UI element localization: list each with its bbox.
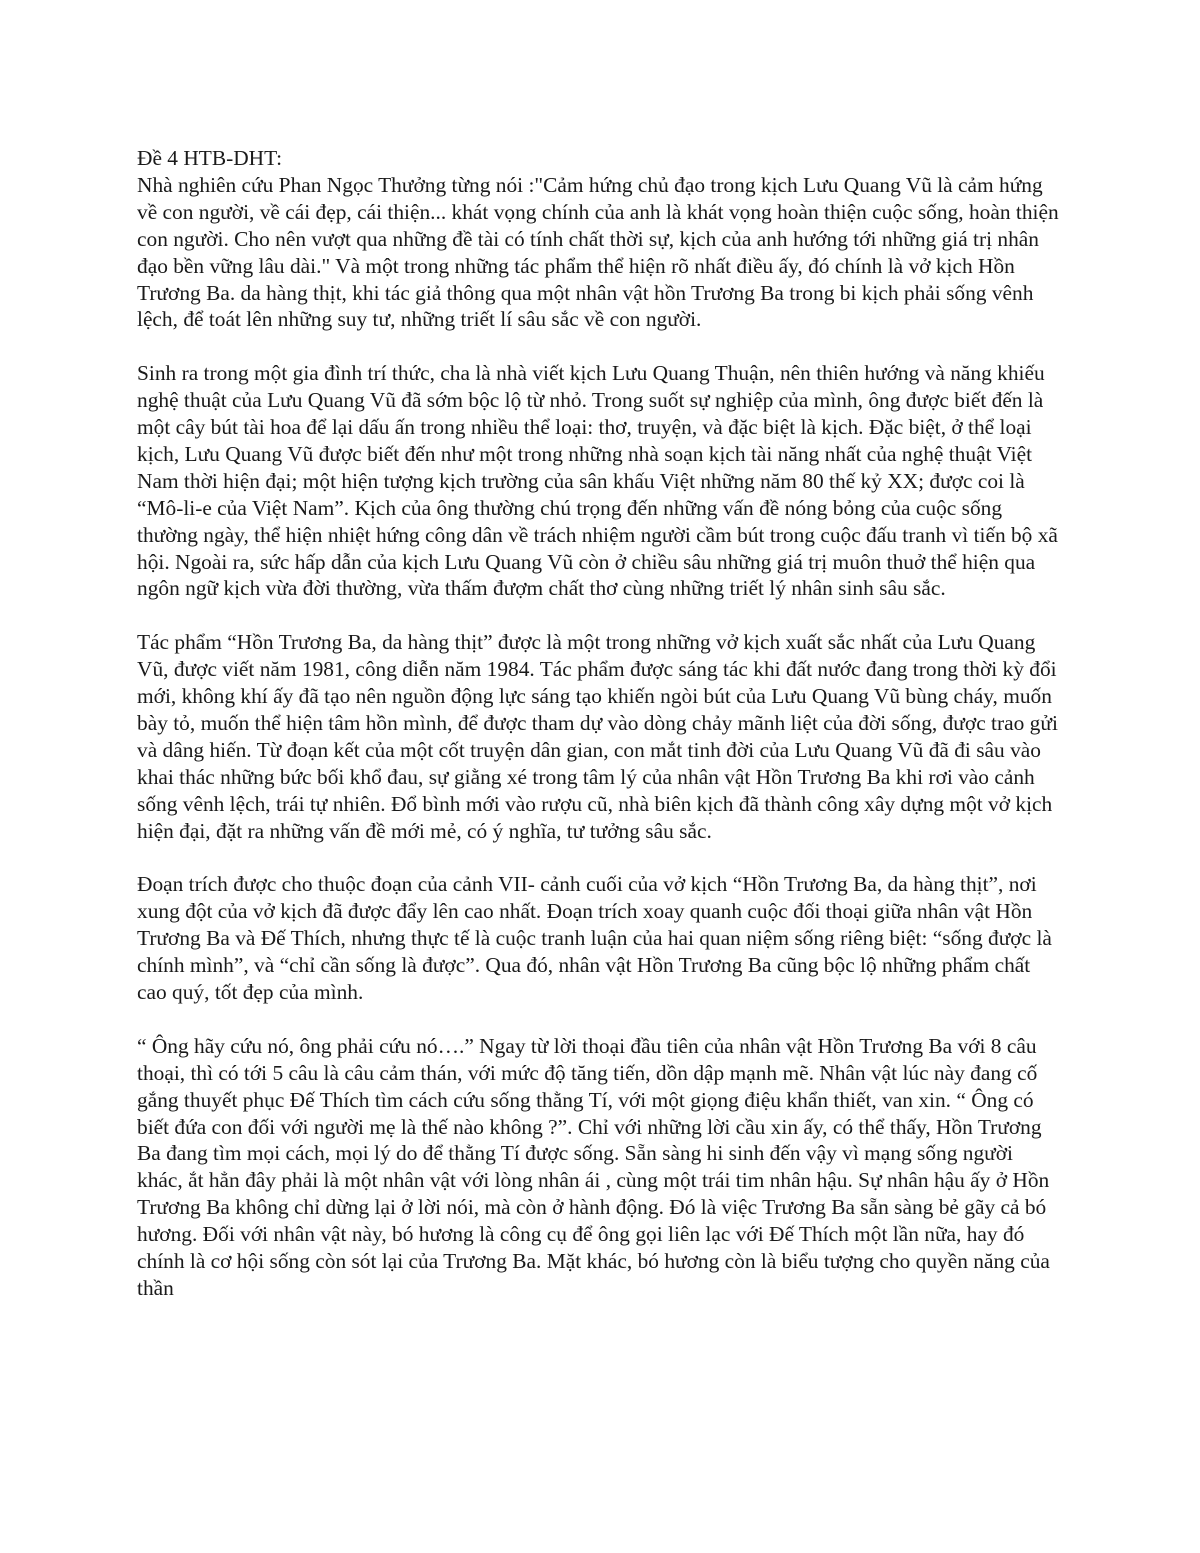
paragraph-intro: Nhà nghiên cứu Phan Ngọc Thưởng từng nói :"Cảm hứng chủ đạo trong kịch Lưu Quang Vũ là cảm hứng về con người, về cái đẹp, cái thiện... khát vọng chính của anh là khát vọng hoàn thiện cuộc sống, hoàn thiện con người. Cho nên vượt qua những đề tài có tính chất thời sự, kịch của anh hướng tới những giá trị nhân đạo bền vững lâu dài." Và một trong những tác phẩm thể hiện rõ nhất điều ấy, đó chính là vở kịch Hồn Trương Ba. da hàng thịt, khi tác giả thông qua một nhân vật hồn Trương Ba trong bi kịch phải sống vênh lệch, để toát lên những suy tư, những triết lí sâu sắc về con người. — [137, 172, 1059, 332]
paragraph-author: Sinh ra trong một gia đình trí thức, cha là nhà viết kịch Lưu Quang Thuận, nên thiên hướng và năng khiếu nghệ thuật của Lưu Quang Vũ đã sớm bộc lộ từ nhỏ. Trong suốt sự nghiệp của mình, ông được biết đến là một cây bút tài hoa để lại dấu ấn trong nhiều thể loại: thơ, truyện, và đặc biệt là kịch. Đặc biệt, ở thể loại kịch, Lưu Quang Vũ được biết đến như một trong những nhà soạn kịch tài năng nhất của nghệ thuật Việt Nam thời hiện đại; một hiện tượng kịch trường của sân khấu Việt những năm 80 thế kỷ XX; được coi là “Mô-li-e của Việt Nam”. Kịch của ông thường chú trọng đến những vấn đề nóng bỏng của cuộc sống thường ngày, thể hiện nhiệt hứng công dân về trách nhiệm người cầm bút trong cuộc đấu tranh vì tiến bộ xã hội. Ngoài ra, sức hấp dẫn của kịch Lưu Quang Vũ còn ở chiều sâu những giá trị muôn thuở thể hiện qua ngôn ngữ kịch vừa đời thường, vừa thấm đượm chất thơ cùng những triết lý nhân sinh sâu sắc. — [137, 361, 1058, 601]
document-title: Đề 4 HTB-DHT: — [137, 146, 283, 170]
paragraph-work: Tác phẩm “Hồn Trương Ba, da hàng thịt” được là một trong những vở kịch xuất sắc nhất của Lưu Quang Vũ, được viết năm 1981, công diễn năm 1984. Tác phẩm được sáng tác khi đất nước đang trong thời kỳ đổi mới, không khí ấy đã tạo nên nguồn động lực sáng tạo khiến ngòi bút của Lưu Quang Vũ bùng cháy, muốn bày tỏ, muốn thể hiện tâm hồn mình, để được tham dự vào dòng chảy mãnh liệt của đời sống, được trao gửi và dâng hiến. Từ đoạn kết của một cốt truyện dân gian, con mắt tinh đời của Lưu Quang Vũ đã đi sâu vào khai thác những bức bối khổ đau, sự giằng xé trong tâm lý của nhân vật Hồn Trương Ba khi rơi vào cảnh sống vênh lệch, trái tự nhiên. Đổ bình mới vào rượu cũ, nhà biên kịch đã thành công xây dựng một vở kịch hiện đại, đặt ra những vấn đề mới mẻ, có ý nghĩa, tư tưởng sâu sắc. — [137, 630, 1058, 843]
paragraph-analysis: “ Ông hãy cứu nó, ông phải cứu nó….” Ngay từ lời thoại đầu tiên của nhân vật Hồn Trương Ba với 8 câu thoại, thì có tới 5 câu là câu cảm thán, với mức độ tăng tiến, dồn dập mạnh mẽ. Nhân vật lúc này đang cố gắng thuyết phục Đế Thích tìm cách cứu sống thằng Tí, với một giọng điệu khẩn thiết, van xin. “ Ông có biết đứa con đối với người mẹ là thế nào không ?”. Chỉ với những lời cầu xin ấy, có thể thấy, Hồn Trương Ba đang tìm mọi cách, mọi lý do để thằng Tí được sống. Sẵn sàng hi sinh đến vậy vì mạng sống người khác, ắt hẳn đây phải là một nhân vật với lòng nhân ái , cùng một trái tim nhân hậu. Sự nhân hậu ấy ở Hồn Trương Ba không chỉ dừng lại ở lời nói, mà còn ở hành động. Đó là việc Trương Ba sẵn sàng bẻ gãy cả bó hương. Đối với nhân vật này, bó hương là công cụ để ông gọi liên lạc với Đế Thích một lần nữa, hay đó chính là cơ hội sống còn sót lại của Trương Ba. Mặt khác, bó hương còn là biểu tượng cho quyền năng của thần — [137, 1033, 1050, 1300]
paragraph-excerpt: Đoạn trích được cho thuộc đoạn của cảnh VII- cảnh cuối của vở kịch “Hồn Trương Ba, da hàng thịt”, nơi xung đột của vở kịch đã được đẩy lên cao nhất. Đoạn trích xoay quanh cuộc đối thoại giữa nhân vật Hồn Trương Ba và Đế Thích, nhưng thực tế là cuộc tranh luận của hai quan niệm sống riêng biệt: “sống được là chính mình”, và “chỉ cần sống là được”. Qua đó, nhân vật Hồn Trương Ba cũng bộc lộ những phẩm chất cao quý, tốt đẹp của mình. — [137, 872, 1052, 1005]
